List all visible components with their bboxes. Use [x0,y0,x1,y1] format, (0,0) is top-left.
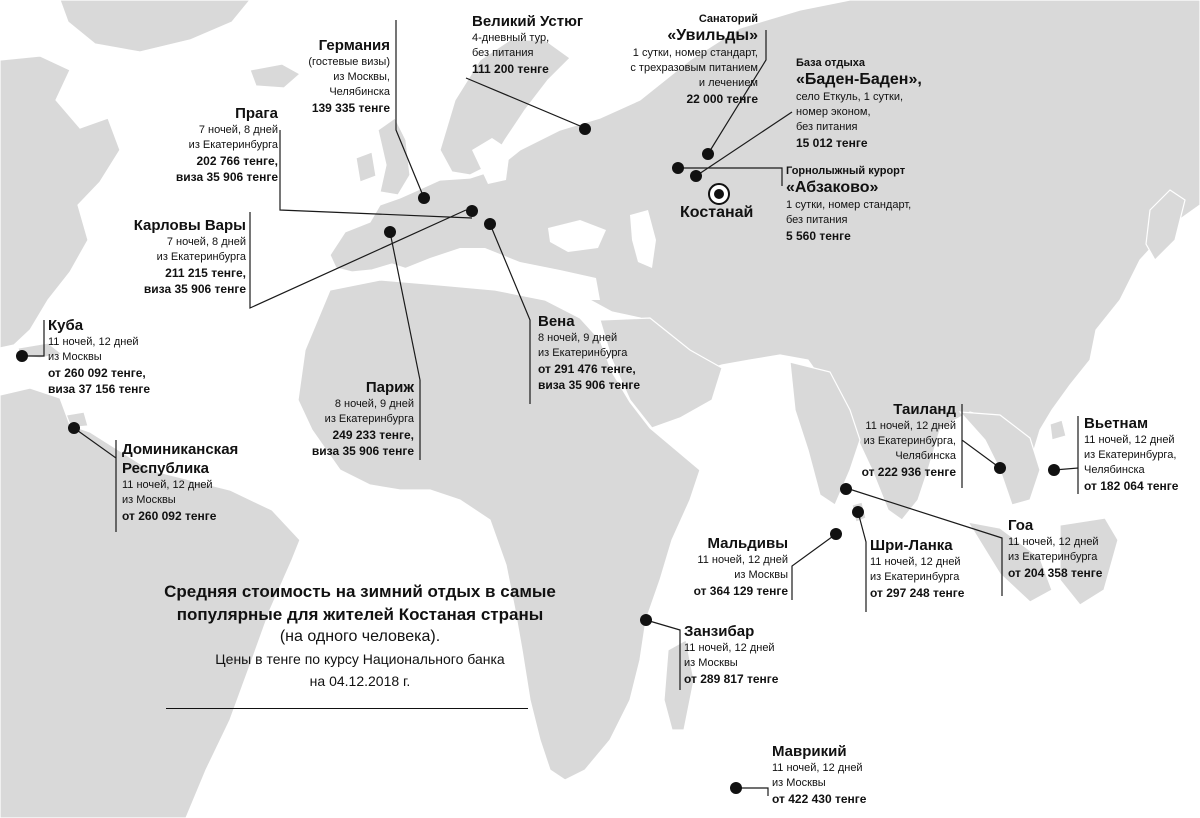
label-baden [796,56,922,151]
destination-title: Вьетнам [1084,415,1149,432]
destination-details: (гостевые визы) из Москвы, Челябинска [308,56,390,98]
destination-details: 11 ночей, 12 дней из Екатеринбурга [870,556,961,583]
marker-dominican [68,422,80,434]
ireland-shape [356,152,376,182]
destination-price: 15 012 тенге [796,136,868,150]
leader-maldives [792,534,836,600]
destination-prefix: База отдыха [796,57,865,69]
destination-title: Маврикий [772,743,847,760]
destination-details: 4-дневный тур, без питания [472,32,550,59]
marker-baden [690,170,702,182]
marker-cuba [16,350,28,362]
destination-title: «Баден-Баден», [796,71,922,88]
caption-title-line1: Средняя стоимость на зимний отдых в самые [164,582,556,601]
destination-title: Вена [538,313,575,330]
marker-prague [466,205,478,217]
label-paris [280,378,414,459]
map-caption [110,580,610,692]
destination-prefix: Санаторий [698,13,758,25]
destination-price: 139 335 тенге [311,101,390,115]
destination-price: от 291 476 тенге, виза 35 906 тенге [538,362,641,392]
greenland-shape [60,0,250,52]
destination-price: 5 560 тенге [786,229,851,243]
destination-title: Германия [318,37,390,54]
label-abzakovo [786,164,911,244]
destination-title: Карловы Вары [133,217,246,234]
destination-title: «Абзаково» [786,179,879,196]
destination-title: Великий Устюг [472,13,584,30]
destination-title: Прага [235,105,278,122]
marker-maldives [830,528,842,540]
caption-subtitle-line2: на 04.12.2018 г. [309,673,411,689]
label-thailand [830,400,956,480]
destination-details: 1 сутки, номер стандарт, без питания [786,199,912,226]
home-city-label: Костанай [680,204,754,221]
destination-title: Париж [365,379,414,396]
destination-title: Занзибар [684,623,755,640]
marker-germany [418,192,430,204]
marker-goa [840,483,852,495]
caption-subtitle-line1: Цены в тенге по курсу Национального банка [215,651,505,667]
destination-price: 202 766 тенге, виза 35 906 тенге [175,154,278,184]
marker-vienna [484,218,496,230]
destination-details: 11 ночей, 12 дней из Москвы [697,554,788,581]
destination-details: 11 ночей, 12 дней из Москвы [122,479,213,506]
destination-details: 11 ночей, 12 дней из Екатеринбурга [1008,536,1099,563]
home-city-marker [709,184,729,204]
destination-price: от 364 129 тенге [693,584,788,598]
destination-title: Мальдивы [707,535,788,552]
caption-divider [166,708,528,709]
destination-price: 111 200 тенге [472,62,549,76]
destination-title: Гоа [1008,517,1034,534]
destination-title: «Увильды» [667,27,758,44]
destination-title: Шри-Ланка [870,537,953,554]
label-maldives [664,534,788,599]
destination-price: от 204 358 тенге [1008,566,1103,580]
destination-details: 7 ночей, 8 дней из Екатеринбурга [188,124,278,151]
destination-details: 8 ночей, 9 дней из Екатеринбурга [538,332,628,359]
label-vietnam [1084,414,1178,494]
destination-price: 249 233 тенге, виза 35 906 тенге [311,428,414,458]
destination-title: Таиланд [893,401,956,418]
destination-details: 11 ночей, 12 дней из Москвы [48,336,139,363]
label-vienna [538,312,640,393]
destination-details: 1 сутки, номер стандарт, с трехразовым питанием и лечением [630,47,758,89]
caption-note: (на одного человека). [279,628,441,645]
destination-price: 211 215 тенге, виза 35 906 тенге [143,266,246,296]
destination-price: от 260 092 тенге [122,509,217,523]
destination-details: 7 ночей, 8 дней из Екатеринбурга [156,236,246,263]
destination-title: Доминиканская Республика [122,441,239,477]
label-karlovy [110,216,246,297]
destination-details: 11 ночей, 12 дней из Екатеринбурга, Челябинска [863,420,956,462]
label-goa [1008,516,1102,581]
destination-price: от 422 430 тенге [772,792,867,806]
caption-title-line2: популярные для жителей Костаная страны [176,605,544,624]
leader-srilanka [858,512,866,612]
destination-details: 11 ночей, 12 дней из Москвы [772,762,863,789]
marker-vietnam [1048,464,1060,476]
label-srilanka [870,536,964,601]
destination-price: от 289 817 тенге [684,672,779,686]
label-prague [150,104,278,185]
north-america-shape [0,56,120,348]
destination-details: 11 ночей, 12 дней из Екатеринбурга, Челябинска [1084,434,1177,476]
marker-mauritius [730,782,742,794]
label-mauritius [772,742,866,807]
destination-details: 11 ночей, 12 дней из Москвы [684,642,775,669]
destination-price: от 297 248 тенге [870,586,965,600]
marker-paris [384,226,396,238]
label-uvildy [590,12,758,107]
marker-abzakovo [672,162,684,174]
label-germany [280,36,390,116]
destination-price: от 182 064 тенге [1084,479,1179,493]
label-cuba [48,316,150,397]
marker-thailand [994,462,1006,474]
hainan-shape [1050,420,1066,440]
destination-price: от 222 936 тенге [861,465,956,479]
marker-srilanka [852,506,864,518]
destination-details: село Еткуль, 1 сутки, номер эконом, без питания [796,91,904,133]
label-ustyug [472,12,583,77]
great-britain-shape [378,118,410,195]
destination-details: 8 ночей, 9 дней из Екатеринбурга [324,398,414,425]
label-zanzibar [684,622,778,687]
destination-price: от 260 092 тенге, виза 37 156 тенге [48,366,151,396]
destination-prefix: Горнолыжный курорт [786,165,906,177]
marker-uvildy [702,148,714,160]
destination-title: Куба [48,317,84,334]
destination-price: 22 000 тенге [686,92,758,106]
label-dominican [122,440,238,524]
marker-zanzibar [640,614,652,626]
marker-ustyug [579,123,591,135]
